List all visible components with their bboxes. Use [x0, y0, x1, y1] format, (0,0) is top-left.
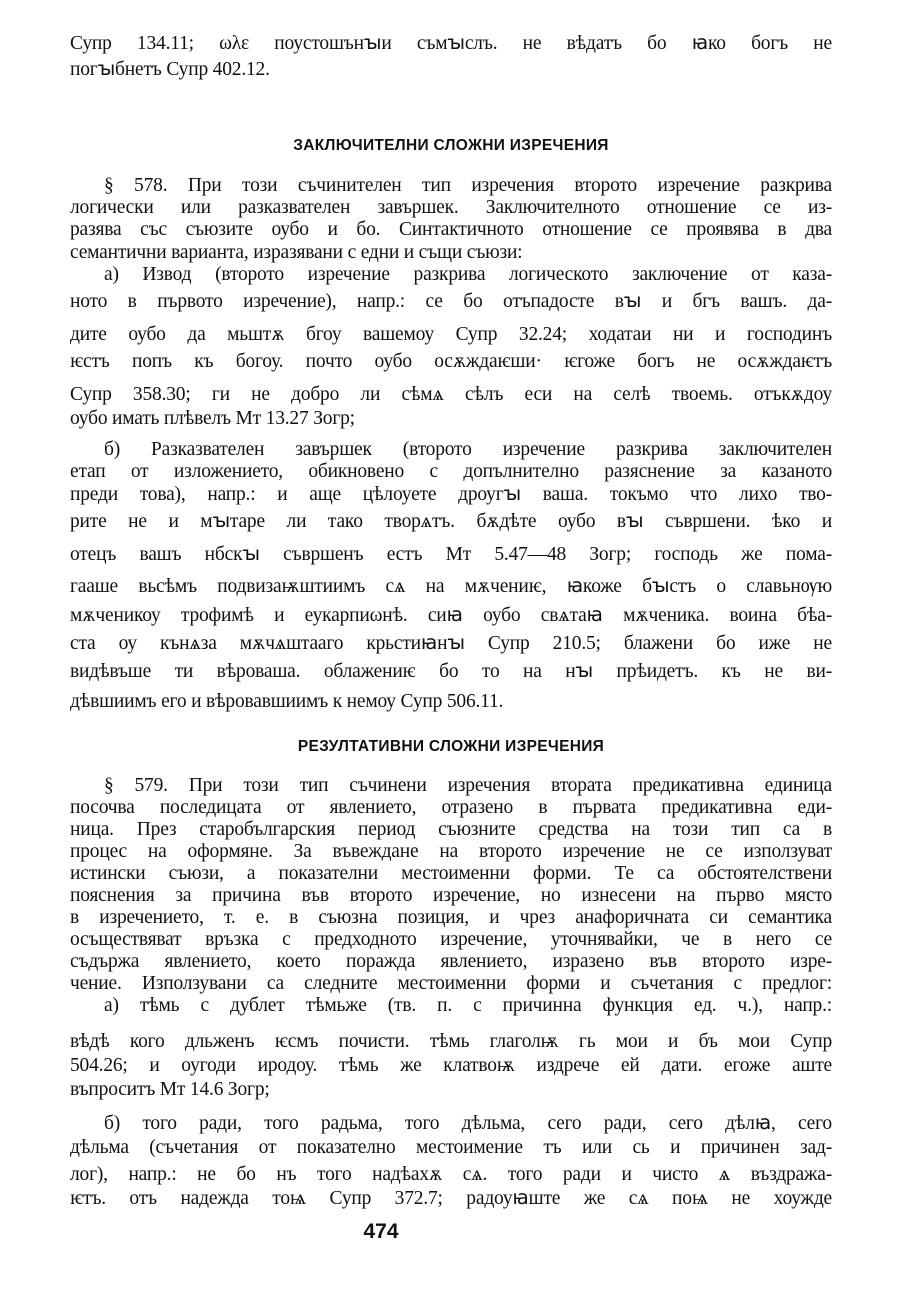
- text-line: преди това), напр.: и аще цѣлоуете дроугꙑ ваша. токъмо что лихо тво-: [70, 484, 832, 505]
- text-line: ница. През старобългарския период съюзните средства на този тип са в: [70, 819, 832, 840]
- text-line: ното в първото изречение), напр.: се бо отъпадосте вꙑ и бгъ вашъ. да-: [70, 291, 832, 312]
- text-line: б) Разказвателен завършек (второто изречение разкрива заключителен: [104, 439, 832, 460]
- text-line: рите не и мꙑтаре ли тако творѧтъ. бѫдѣте оубо вꙑ съвршени. ѣко и: [70, 511, 832, 532]
- text-line: б) того ради, того радьма, того дѣльма, сего ради, сего дѣлꙗ, сего: [104, 1113, 832, 1134]
- text-line: чение. Използувани са следните местоименни форми и съчетания с предлог:: [70, 973, 832, 994]
- text-line: вѣдѣ кого дльженъ ѥсмъ почисти. тѣмь глаголѭ гь мои и бъ мои Супр: [70, 1031, 832, 1052]
- text-line: § 579. При този тип съчинени изречения втората предикативна единица: [104, 775, 832, 796]
- text-line: ѥтъ. отъ надежда тоѩ Супр 372.7; радоуꙗште же сѧ поѩ не хоужде: [70, 1188, 832, 1209]
- text-line: § 578. При този съчинителен тип изречения второто изречение разкрива: [104, 175, 832, 196]
- text-line: осъществяват връзка с предходното изречение, уточнявайки, че в него се: [70, 929, 832, 950]
- text-line: пояснения за причина във второто изречение, но изнесени на първо място: [70, 885, 832, 906]
- text-line: а) тѣмь с дублет тѣмьже (тв. п. с причинна функция ед. ч.), напр.:: [104, 995, 832, 1016]
- section-heading: РЕЗУЛТАТИВНИ СЛОЖНИ ИЗРЕЧЕНИЯ: [297, 738, 605, 755]
- text-line: посочва последицата от явлението, отразено в първата предикативна еди-: [70, 797, 832, 818]
- text-line: въпроситъ Мт 14.6 Зогр;: [70, 1079, 270, 1100]
- text-line: Супр 134.11; ωλε поустошънꙑи съмꙑслъ. не вѣдатъ бо ꙗко богъ не: [70, 33, 832, 54]
- text-line: оубо имать плѣвелъ Мт 13.27 Зогр;: [70, 408, 355, 429]
- text-line: дѣльма (съчетания от показателно местоимение тъ или сь и причинен зад-: [70, 1137, 832, 1158]
- text-line: Супр 358.30; ги не добро ли сѣмѧ сѣлъ еси на селѣ твоемь. отъкѫдоу: [70, 384, 832, 405]
- text-line: дите оубо да мьштѫ бгоу вашемоу Супр 32.24; ходатаи ни и господинъ: [70, 324, 832, 345]
- text-line: разява със съюзите оубо и бо. Синтактичното отношение се проявява в два: [70, 219, 832, 240]
- section-heading: ЗАКЛЮЧИТЕЛНИ СЛОЖНИ ИЗРЕЧЕНИЯ: [293, 137, 609, 154]
- text-line: семантични варианта, изразявани с едни и същи съюзи:: [70, 242, 523, 263]
- text-line: истински съюзи, а показателни местоименни форми. Те са обстоятелствени: [70, 863, 832, 884]
- text-line: етап от изложението, обикновено с допълнително разяснение за казаното: [70, 461, 832, 482]
- text-line: дѣвшиимъ его и вѣровавшиимъ к немоу Супр 506.11.: [70, 691, 504, 712]
- text-line: 504.26; и оугоди иродоу. тѣмь же клатвоѭ издрече ей дати. егоже аште: [70, 1055, 832, 1076]
- text-line: мѫченикоу трофимѣ и еукарпиωнѣ. сиꙗ оубо свѧтаꙗ мѫченика. воина бѣа-: [70, 605, 832, 626]
- text-line: погꙑбнетъ Супр 402.12.: [70, 59, 270, 80]
- text-line: а) Извод (второто изречение разкрива логическото заключение от каза-: [104, 264, 832, 285]
- text-line: отецъ вашъ нбскꙑ съвршенъ естъ Мт 5.47—48 Зогр; господь же пома-: [70, 544, 832, 565]
- text-line: съдържа явлението, което поражда явлението, изразено във второто изре-: [70, 951, 832, 972]
- text-line: логически или разказвателен завършек. Заключителното отношение се из-: [70, 197, 832, 218]
- text-line: в изречението, т. е. в съюзна позиция, и чрез анафоричната си семантика: [70, 907, 832, 928]
- text-line: лог), напр.: не бо нъ того надѣахѫ сѧ. того ради и чисто ѧ въздража-: [70, 1164, 832, 1185]
- text-line: гааше вьсѣмъ подвизаѭштиимъ сѧ на мѫчениѥ, ꙗкоже бꙑстъ о славьнѹю: [70, 576, 832, 597]
- text-line: ста оу кънѧза мѫчѧштааго крьстиꙗнꙑ Супр 210.5; блажени бо иже не: [70, 633, 832, 654]
- text-line: видѣвъше ти вѣроваша. облажениѥ бо то на нꙑ прѣидетъ. къ не ви-: [70, 661, 832, 682]
- page-number: 474: [363, 1220, 399, 1243]
- text-line: процес на оформяне. За въвеждане на второто изречение не се използуват: [70, 841, 832, 862]
- text-line: ѥстъ попъ къ богоу. почто оубо осѫждаѥши· ѥгоже богъ не осѫждаѥтъ: [70, 351, 832, 372]
